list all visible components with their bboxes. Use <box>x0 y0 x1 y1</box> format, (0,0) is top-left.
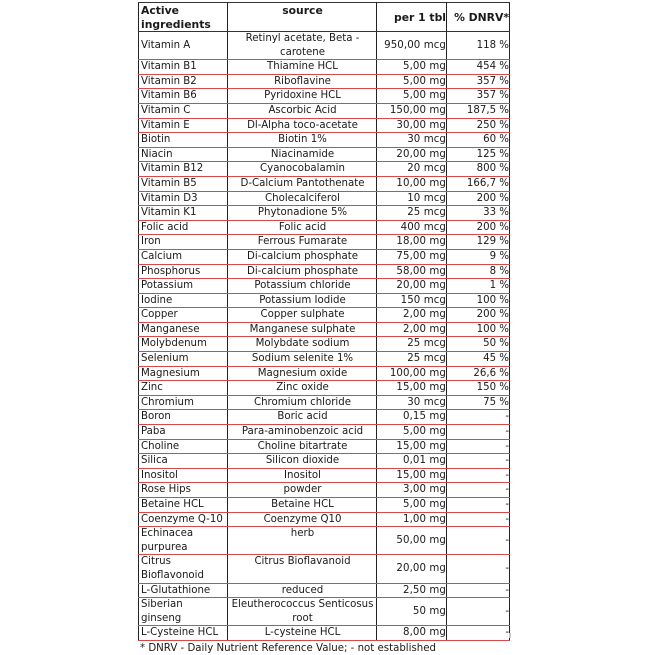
amount-cell: 25 mcg <box>377 337 447 352</box>
table-row <box>139 381 510 396</box>
dnrv-cell: 357 % <box>447 89 510 104</box>
amount-cell: 20,00 mg <box>377 147 447 162</box>
source-cell: Zinc oxide <box>228 381 377 396</box>
ingredient-cell: Magnesium <box>139 366 228 381</box>
dnrv-cell: 50 % <box>447 337 510 352</box>
ingredient-cell: Vitamin B6 <box>139 89 228 104</box>
ingredient-cell: Chromium <box>139 395 228 410</box>
amount-cell: 30,00 mg <box>377 118 447 133</box>
amount-cell: 950,00 mcg <box>377 32 447 60</box>
table-row <box>139 498 510 513</box>
amount-cell: 20 mcg <box>377 162 447 177</box>
dnrv-cell: - <box>447 527 510 555</box>
ingredient-cell: Vitamin B12 <box>139 162 228 177</box>
table-row <box>139 264 510 279</box>
ingredient-cell: Echinacea purpurea <box>139 527 228 555</box>
source-cell: L-cysteine HCL <box>228 626 377 641</box>
header-dnrv: % DNRV* <box>447 3 510 32</box>
source-cell: Folic acid <box>228 220 377 235</box>
dnrv-cell: - <box>447 483 510 498</box>
dnrv-cell: 75 % <box>447 395 510 410</box>
source-cell: Choline bitartrate <box>228 439 377 454</box>
ingredient-cell: Molybdenum <box>139 337 228 352</box>
source-cell: Copper sulphate <box>228 308 377 323</box>
source-cell: Magnesium oxide <box>228 366 377 381</box>
ingredient-cell: Copper <box>139 308 228 323</box>
dnrv-cell: 118 % <box>447 32 510 60</box>
table-row <box>139 191 510 206</box>
table-row <box>139 235 510 250</box>
source-cell: Potassium chloride <box>228 279 377 294</box>
dnrv-cell: - <box>447 454 510 469</box>
dnrv-cell: - <box>447 498 510 513</box>
table-row <box>139 249 510 264</box>
ingredient-cell: Siberian ginseng <box>139 598 228 626</box>
header-per-1-tbl: per 1 tbl <box>377 3 447 32</box>
source-cell: Phytonadione 5% <box>228 206 377 221</box>
amount-cell: 2,50 mg <box>377 583 447 598</box>
source-cell: Pyridoxine HCL <box>228 89 377 104</box>
ingredient-cell: Vitamin C <box>139 103 228 118</box>
ingredient-cell: Paba <box>139 425 228 440</box>
dnrv-cell: 100 % <box>447 293 510 308</box>
amount-cell: 2,00 mg <box>377 322 447 337</box>
ingredient-cell: Calcium <box>139 249 228 264</box>
source-cell: herb <box>228 527 377 555</box>
source-cell: Boric acid <box>228 410 377 425</box>
table-row <box>139 279 510 294</box>
source-cell: Sodium selenite 1% <box>228 352 377 367</box>
source-cell: Para-aminobenzoic acid <box>228 425 377 440</box>
amount-cell: 0,01 mg <box>377 454 447 469</box>
source-cell: Cyanocobalamin <box>228 162 377 177</box>
dnrv-cell: 250 % <box>447 118 510 133</box>
dnrv-cell: - <box>447 555 510 583</box>
footnote: * DNRV - Daily Nutrient Reference Value; - not established <box>140 642 436 654</box>
source-cell: Niacinamide <box>228 147 377 162</box>
source-cell: Riboflavine <box>228 74 377 89</box>
amount-cell: 20,00 mg <box>377 279 447 294</box>
ingredient-cell: Potassium <box>139 279 228 294</box>
amount-cell: 15,00 mg <box>377 468 447 483</box>
header-active-ingredients: Active ingredients <box>139 3 228 32</box>
source-cell: powder <box>228 483 377 498</box>
table-row <box>139 206 510 221</box>
amount-cell: 25 mcg <box>377 352 447 367</box>
dnrv-cell: 33 % <box>447 206 510 221</box>
table-row <box>139 337 510 352</box>
amount-cell: 8,00 mg <box>377 626 447 641</box>
amount-cell: 20,00 mg <box>377 555 447 583</box>
dnrv-cell: 100 % <box>447 322 510 337</box>
header-source: source <box>228 3 377 32</box>
amount-cell: 150,00 mg <box>377 103 447 118</box>
source-cell: Ascorbic Acid <box>228 103 377 118</box>
table-row <box>139 598 510 626</box>
dnrv-cell: 800 % <box>447 162 510 177</box>
ingredient-cell: Folic acid <box>139 220 228 235</box>
table-row <box>139 74 510 89</box>
amount-cell: 15,00 mg <box>377 381 447 396</box>
ingredient-cell: Selenium <box>139 352 228 367</box>
amount-cell: 10 mcg <box>377 191 447 206</box>
ingredient-cell: Inositol <box>139 468 228 483</box>
table-row <box>139 626 510 641</box>
ingredients-table <box>138 2 510 641</box>
table-row <box>139 32 510 60</box>
table-row <box>139 60 510 75</box>
source-cell: Betaine HCL <box>228 498 377 513</box>
table-row <box>139 366 510 381</box>
ingredient-cell: Biotin <box>139 133 228 148</box>
dnrv-cell: 60 % <box>447 133 510 148</box>
source-cell: Potassium Iodide <box>228 293 377 308</box>
ingredient-cell: Vitamin A <box>139 32 228 60</box>
table-row <box>139 425 510 440</box>
dnrv-cell: - <box>447 468 510 483</box>
table-row <box>139 512 510 527</box>
ingredient-cell: Citrus Bioflavonoid <box>139 555 228 583</box>
source-cell: Manganese sulphate <box>228 322 377 337</box>
dnrv-cell: - <box>447 512 510 527</box>
dnrv-cell: 187,5 % <box>447 103 510 118</box>
table-row <box>139 322 510 337</box>
ingredient-cell: Vitamin B5 <box>139 176 228 191</box>
corner-mark <box>509 633 511 638</box>
source-cell: Di-calcium phosphate <box>228 249 377 264</box>
ingredient-cell: Zinc <box>139 381 228 396</box>
dnrv-cell: - <box>447 626 510 641</box>
ingredient-cell: Niacin <box>139 147 228 162</box>
table-row <box>139 468 510 483</box>
table-body <box>139 32 510 641</box>
dnrv-cell: 200 % <box>447 308 510 323</box>
amount-cell: 30 mcg <box>377 133 447 148</box>
amount-cell: 150 mcg <box>377 293 447 308</box>
ingredient-cell: Rose Hips <box>139 483 228 498</box>
ingredient-cell: Manganese <box>139 322 228 337</box>
amount-cell: 3,00 mg <box>377 483 447 498</box>
amount-cell: 5,00 mg <box>377 425 447 440</box>
amount-cell: 58,00 mg <box>377 264 447 279</box>
amount-cell: 2,00 mg <box>377 308 447 323</box>
ingredient-cell: Vitamin B1 <box>139 60 228 75</box>
table-row <box>139 176 510 191</box>
table-row <box>139 439 510 454</box>
dnrv-cell: 200 % <box>447 220 510 235</box>
ingredient-cell: L-Cysteine HCL <box>139 626 228 641</box>
table-row <box>139 147 510 162</box>
dnrv-cell: 45 % <box>447 352 510 367</box>
amount-cell: 400 mcg <box>377 220 447 235</box>
dnrv-cell: - <box>447 410 510 425</box>
amount-cell: 25 mcg <box>377 206 447 221</box>
source-cell: Di-calcium phosphate <box>228 264 377 279</box>
table-row <box>139 583 510 598</box>
ingredient-cell: Phosphorus <box>139 264 228 279</box>
dnrv-cell: - <box>447 425 510 440</box>
amount-cell: 100,00 mg <box>377 366 447 381</box>
amount-cell: 0,15 mg <box>377 410 447 425</box>
ingredient-cell: Choline <box>139 439 228 454</box>
table-row <box>139 308 510 323</box>
source-cell: Retinyl acetate, Beta - carotene <box>228 32 377 60</box>
source-cell: Silicon dioxide <box>228 454 377 469</box>
table-row <box>139 118 510 133</box>
amount-cell: 5,00 mg <box>377 89 447 104</box>
source-cell: Inositol <box>228 468 377 483</box>
ingredient-cell: Betaine HCL <box>139 498 228 513</box>
table-row <box>139 555 510 583</box>
dnrv-cell: 1 % <box>447 279 510 294</box>
table-row <box>139 454 510 469</box>
ingredient-cell: Iodine <box>139 293 228 308</box>
amount-cell: 30 mcg <box>377 395 447 410</box>
dnrv-cell: 125 % <box>447 147 510 162</box>
amount-cell: 15,00 mg <box>377 439 447 454</box>
dnrv-cell: 129 % <box>447 235 510 250</box>
source-cell: Citrus Bioflavanoid <box>228 555 377 583</box>
dnrv-cell: 454 % <box>447 60 510 75</box>
dnrv-cell: 8 % <box>447 264 510 279</box>
ingredient-cell: Boron <box>139 410 228 425</box>
dnrv-cell: - <box>447 598 510 626</box>
supplement-facts-document <box>138 2 509 655</box>
amount-cell: 10,00 mg <box>377 176 447 191</box>
source-cell: Cholecalciferol <box>228 191 377 206</box>
amount-cell: 1,00 mg <box>377 512 447 527</box>
ingredient-cell: Vitamin D3 <box>139 191 228 206</box>
ingredient-cell: L-Glutathione <box>139 583 228 598</box>
dnrv-cell: 166,7 % <box>447 176 510 191</box>
dnrv-cell: 200 % <box>447 191 510 206</box>
table-row <box>139 527 510 555</box>
source-cell: Thiamine HCL <box>228 60 377 75</box>
table-row <box>139 395 510 410</box>
amount-cell: 75,00 mg <box>377 249 447 264</box>
amount-cell: 18,00 mg <box>377 235 447 250</box>
ingredient-cell: Silica <box>139 454 228 469</box>
table-row <box>139 162 510 177</box>
table-row <box>139 483 510 498</box>
ingredient-cell: Coenzyme Q-10 <box>139 512 228 527</box>
table-row <box>139 89 510 104</box>
ingredient-cell: Vitamin E <box>139 118 228 133</box>
source-cell: Dl-Alpha toco-acetate <box>228 118 377 133</box>
ingredient-cell: Vitamin K1 <box>139 206 228 221</box>
source-cell: Molybdate sodium <box>228 337 377 352</box>
source-cell: Biotin 1% <box>228 133 377 148</box>
source-cell: Eleutherococcus Senticosus root <box>228 598 377 626</box>
amount-cell: 50 mg <box>377 598 447 626</box>
table-row <box>139 103 510 118</box>
table-header-row <box>139 3 510 32</box>
amount-cell: 5,00 mg <box>377 498 447 513</box>
amount-cell: 50,00 mg <box>377 527 447 555</box>
table-row <box>139 220 510 235</box>
amount-cell: 5,00 mg <box>377 74 447 89</box>
dnrv-cell: 150 % <box>447 381 510 396</box>
table-row <box>139 410 510 425</box>
source-cell: Ferrous Fumarate <box>228 235 377 250</box>
table-row <box>139 293 510 308</box>
table-row <box>139 133 510 148</box>
dnrv-cell: 9 % <box>447 249 510 264</box>
source-cell: Chromium chloride <box>228 395 377 410</box>
dnrv-cell: - <box>447 583 510 598</box>
dnrv-cell: 357 % <box>447 74 510 89</box>
ingredient-cell: Vitamin B2 <box>139 74 228 89</box>
dnrv-cell: 26,6 % <box>447 366 510 381</box>
ingredient-cell: Iron <box>139 235 228 250</box>
table-row <box>139 352 510 367</box>
amount-cell: 5,00 mg <box>377 60 447 75</box>
source-cell: reduced <box>228 583 377 598</box>
source-cell: Coenzyme Q10 <box>228 512 377 527</box>
source-cell: D-Calcium Pantothenate <box>228 176 377 191</box>
dnrv-cell: - <box>447 439 510 454</box>
